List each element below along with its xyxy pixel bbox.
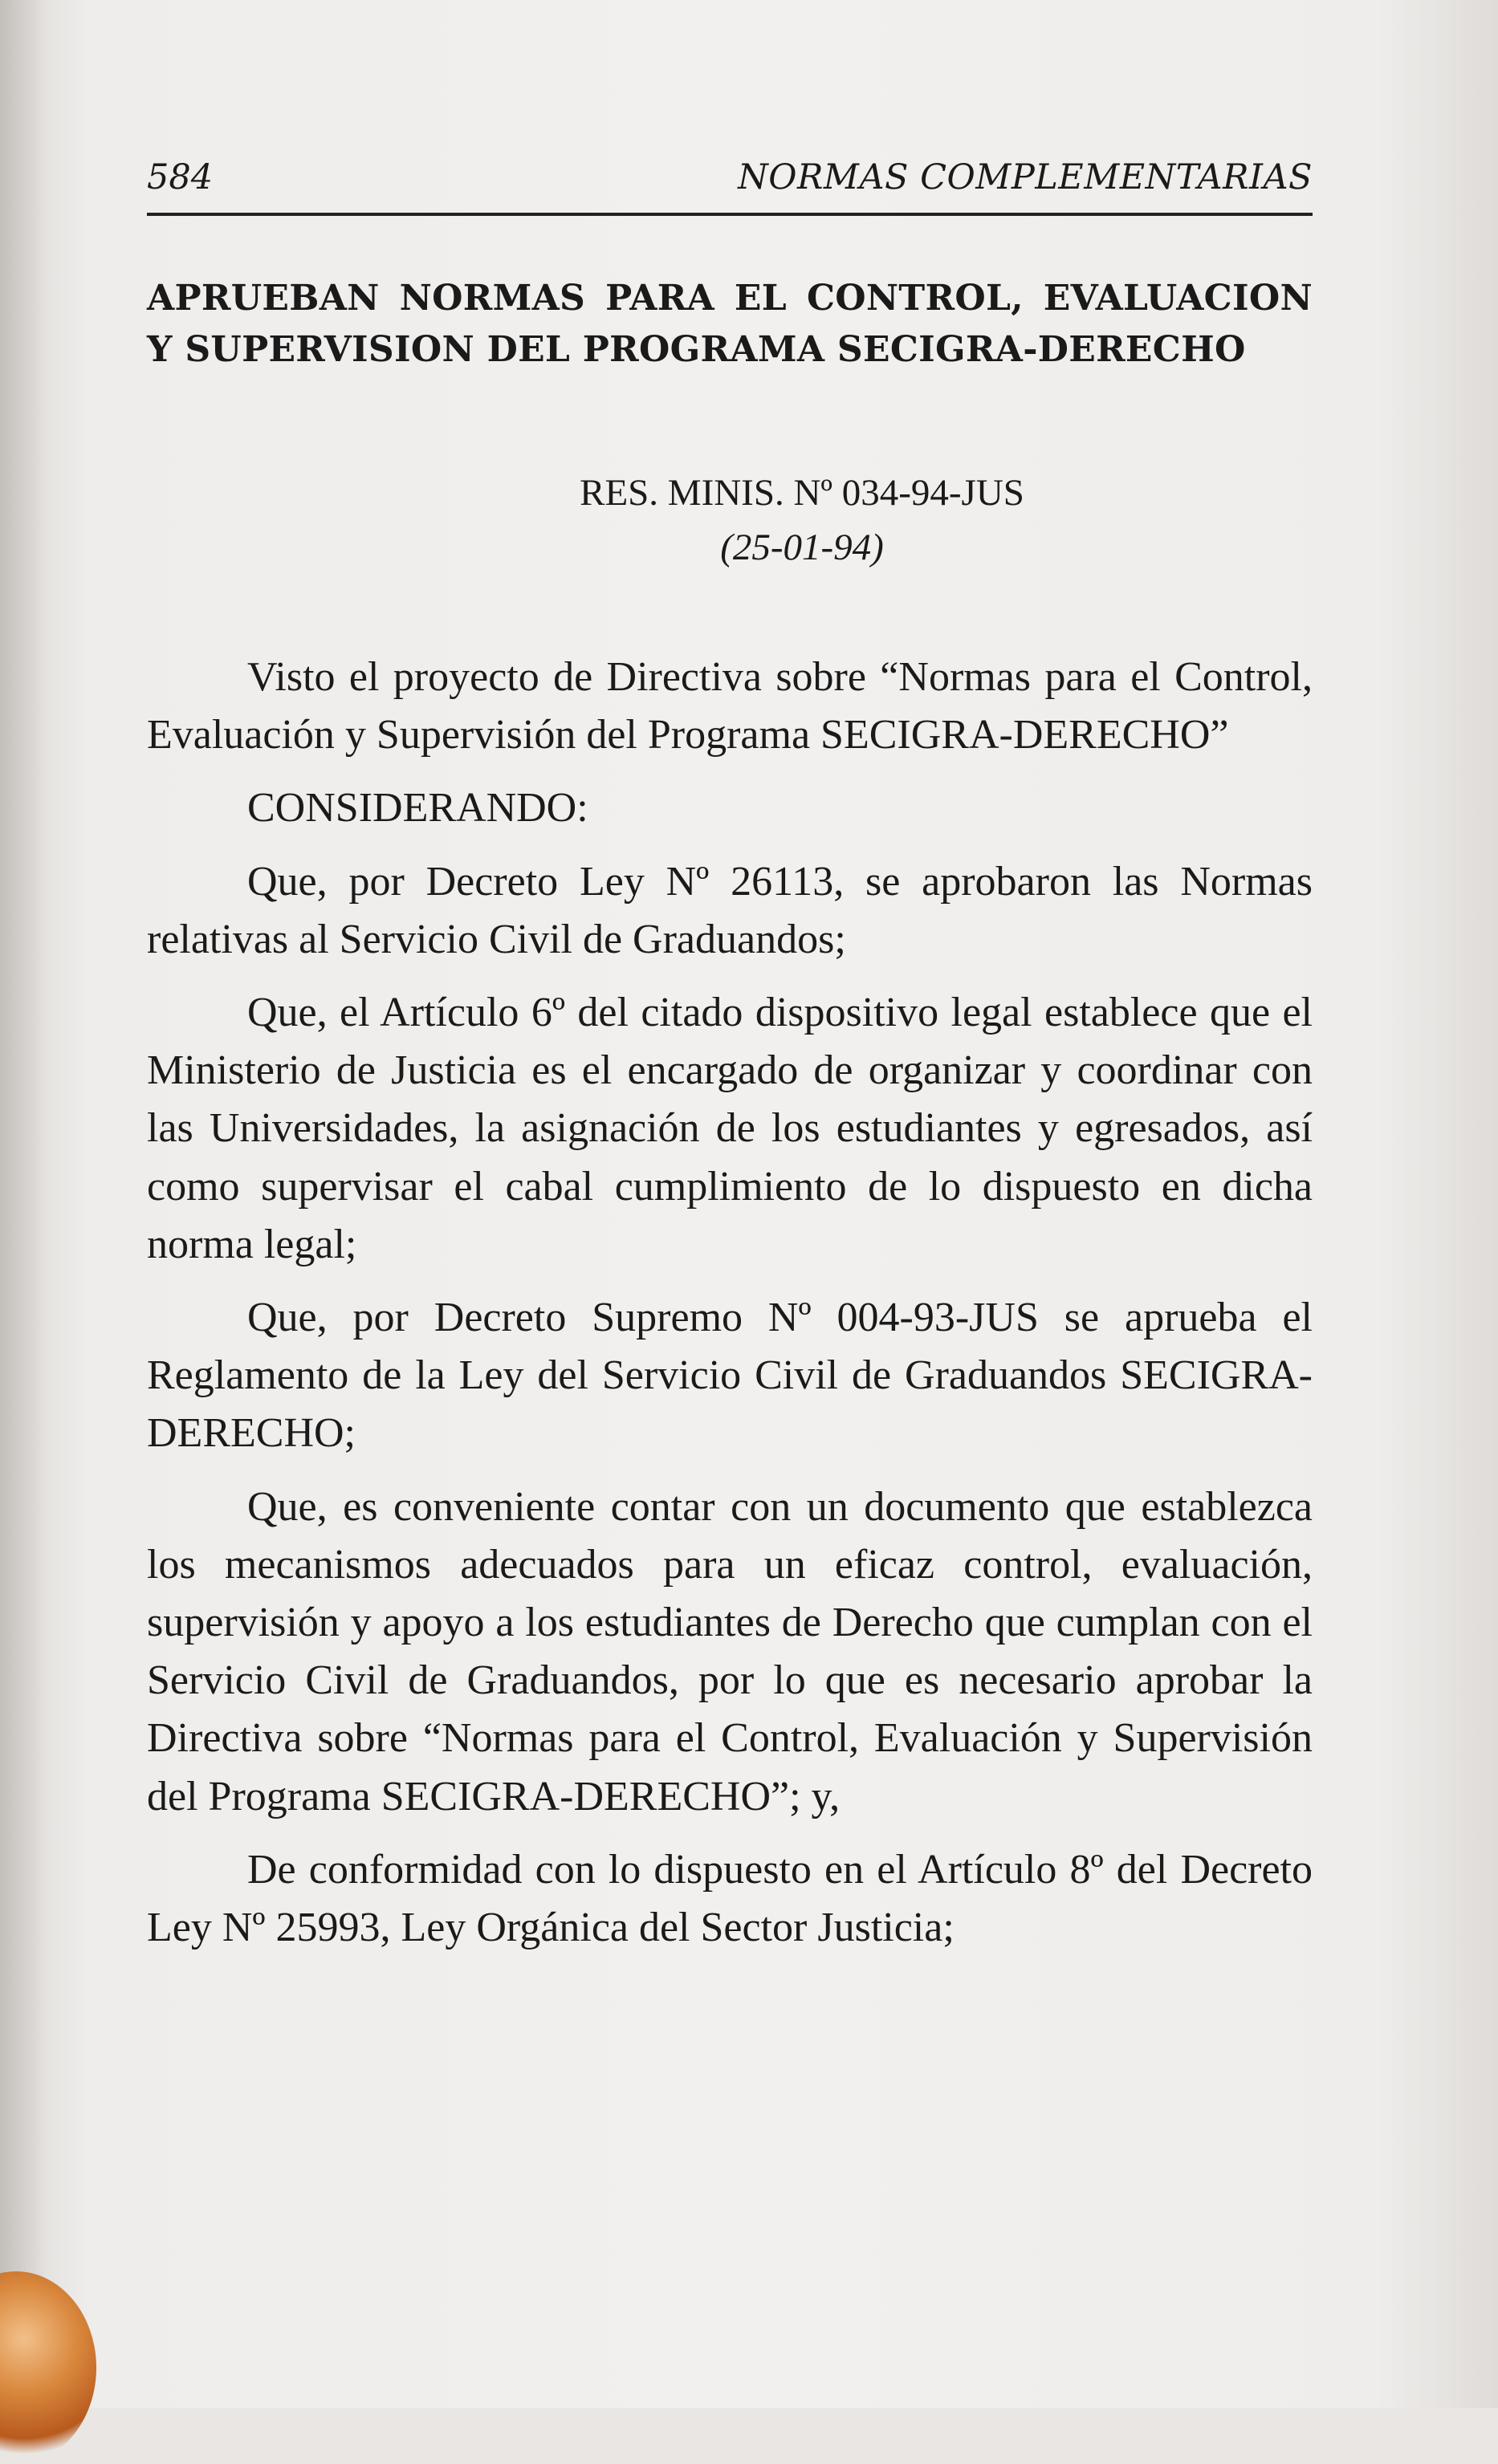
paragraph: Que, el Artículo 6º del citado dispositivo legal establece que el Ministerio de Justicia es el encargado de organizar y coordinar con las Universidades, la asignación de los estudiantes y egresados, así como supervisar el cabal cumplimiento de lo dispuesto en dicha norma legal; <box>147 990 1313 1267</box>
running-head: NORMAS COMPLEMENTARIAS <box>738 157 1313 197</box>
thumb-in-corner <box>0 2271 96 2464</box>
paragraph: CONSIDERANDO: <box>247 785 588 831</box>
document-title: APRUEBAN NORMAS PARA EL CONTROL, EVALUACION Y SUPERVISION DEL PROGRAMA SECIGRA-DERECHO <box>147 278 1313 370</box>
resolution-date: (25-01-94) <box>720 527 884 568</box>
page-number: 584 <box>147 157 214 197</box>
paragraph: Que, por Decreto Ley Nº 26113, se aprobaron las Normas relativas al Servicio Civil de Graduandos; <box>147 858 1313 962</box>
resolution-block <box>147 466 1313 575</box>
resolution-number: RES. MINIS. Nº 034-94-JUS <box>580 472 1024 514</box>
paragraph: Que, es conveniente contar con un documento que establezca los mecanismos adecuados para un eficaz control, evaluación, supervisión y apoyo a los estudiantes de Derecho que cumplan con el Servicio Civil de Graduandos, por lo que es necesario aprobar la Directiva sobre “Normas para el Control, Evaluación y Supervisión del Programa SECIGRA-DERECHO”; y, <box>147 1483 1313 1820</box>
paragraph: De conformidad con lo dispuesto en el Artículo 8º del Decreto Ley Nº 25993, Ley Orgánica del Sector Justicia; <box>147 1846 1313 1951</box>
header-rule <box>147 213 1313 216</box>
page-header <box>147 157 1313 205</box>
page-gutter-shadow <box>0 0 48 2408</box>
document-body <box>147 649 1313 1972</box>
paragraph: Que, por Decreto Supremo Nº 004-93-JUS se aprueba el Reglamento de la Ley del Servicio Civil de Graduandos SECIGRA-DERECHO; <box>147 1295 1313 1457</box>
paragraph: Visto el proyecto de Directiva sobre “Normas para el Control, Evaluación y Supervisión del Programa SECIGRA-DERECHO” <box>147 654 1313 758</box>
